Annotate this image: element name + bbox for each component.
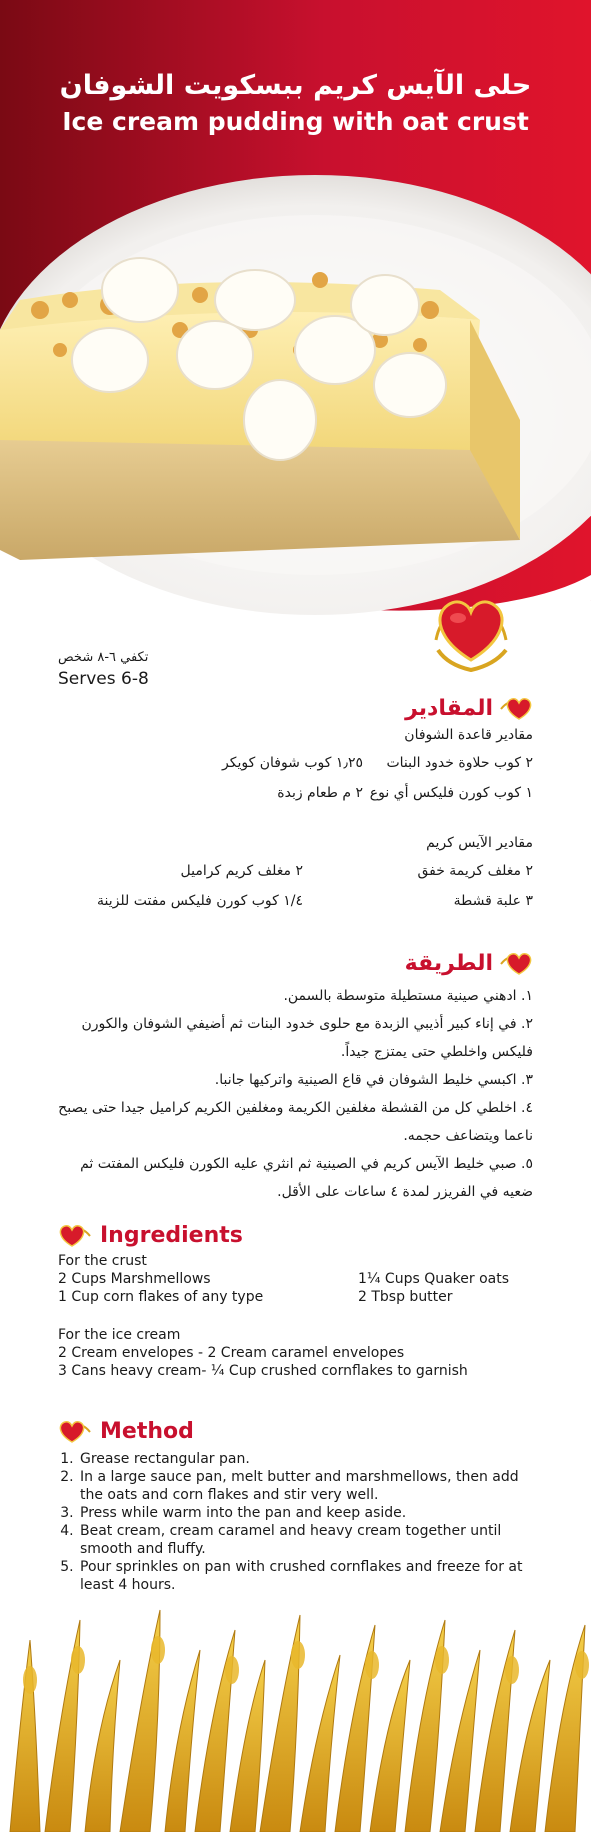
title-arabic: حلى الآيس كريم ببسكويت الشوفان <box>59 70 532 101</box>
english-crust-list <box>58 1270 538 1306</box>
list-item: ٢. في إناء كبير أذيبي الزبدة مع حلوى خدود البنات ثم أضيفي الشوفان والكورن فليكس واخلطي حتى يمتزج جيداً. <box>81 1016 533 1060</box>
list-item: 3 Cans heavy cream- ¼ Cup crushed cornflakes to garnish <box>58 1363 468 1379</box>
arabic-method-section <box>49 950 533 1206</box>
list-item: 2. In a large sauce pan, melt butter and marshmellows, then add the oats and corn flakes and stir very well. <box>78 1468 538 1504</box>
english-ingredients-heading <box>58 1222 538 1248</box>
english-method-label: Method <box>100 1418 194 1444</box>
arabic-crust-list <box>49 755 533 801</box>
arabic-crust-heading: مقادير قاعدة الشوفان <box>404 727 533 743</box>
list-item: 5. Pour sprinkles on pan with crushed cornflakes and freeze for at least 4 hours. <box>78 1558 538 1594</box>
heart-icon <box>58 1418 92 1444</box>
arabic-icecream-heading: مقادير الآيس كريم <box>426 835 533 851</box>
list-item: 1¼ Cups Quaker oats <box>358 1271 510 1287</box>
title-block <box>0 70 591 136</box>
list-item: 1. Grease rectangular pan. <box>78 1450 538 1468</box>
list-item: 1 Cup corn flakes of any type <box>58 1289 264 1305</box>
list-item: ١٫٢٥ كوب شوفان كويكر <box>222 755 363 771</box>
list-item: ٢ مغلف كريمة خفق <box>417 863 533 879</box>
arabic-method-label: الطريقة <box>404 950 493 976</box>
wheat-field <box>0 1600 591 1832</box>
arabic-method-heading <box>49 950 533 976</box>
arabic-icecream-list <box>49 863 533 909</box>
arabic-ingredients-label: المقادير <box>405 695 493 721</box>
list-item: ٣ علبة قشطة <box>453 893 533 909</box>
english-icecream-heading: For the ice cream <box>58 1327 181 1343</box>
arabic-ingredients-section <box>49 695 533 909</box>
english-ingredients-label: Ingredients <box>100 1222 243 1248</box>
list-item: ١. ادهني صينية مستطيلة متوسطة بالسمن. <box>283 988 533 1004</box>
wheat-heart-badge <box>428 590 514 672</box>
english-ingredients-section <box>58 1222 538 1380</box>
heart-icon <box>499 695 533 721</box>
list-item: 4. Beat cream, cream caramel and heavy cream together until smooth and fluffy. <box>78 1522 538 1558</box>
list-item: ١/٤ كوب كورن فليكس مفتت للزينة <box>97 893 303 909</box>
list-item: ٢ كوب حلاوة خدود البنات <box>386 755 533 771</box>
list-item: ٣. اكبسي خليط الشوفان في قاع الصينية واتركيها جانبا. <box>214 1072 533 1088</box>
serves-block <box>58 650 149 689</box>
list-item: ٢ م طعام زبدة <box>277 785 363 801</box>
list-item: ٤. اخلطي كل من القشطة مغلفين الكريمة ومغلفين الكريم كراميل جيدا حتى يصبح ناعما ويتضاعف حجمه. <box>58 1100 533 1144</box>
heart-icon <box>58 1222 92 1248</box>
wheat-illustration <box>0 1600 591 1832</box>
list-item: ١ كوب كورن فليكس أي نوع <box>369 785 533 801</box>
english-method-heading <box>58 1418 538 1444</box>
list-item: 2 Cups Marshmellows <box>58 1271 211 1287</box>
serves-arabic: تكفي ٦-٨ شخص <box>58 650 149 665</box>
list-item: ٢ مغلف كريم كراميل <box>180 863 303 879</box>
list-item: 3. Press while warm into the pan and keep aside. <box>78 1504 538 1522</box>
serves-english: Serves 6-8 <box>58 669 149 689</box>
english-method-section <box>58 1418 538 1594</box>
title-english: Ice cream pudding with oat crust <box>62 107 529 136</box>
english-steps-list <box>58 1450 538 1594</box>
list-item: 2 Cream envelopes - 2 Cream caramel envelopes <box>58 1345 405 1361</box>
arabic-steps-list <box>49 982 533 1206</box>
heart-icon <box>499 950 533 976</box>
list-item: ٥. صبي خليط الآيس كريم في الصينية ثم انثري عليه الكورن فليكس المفتت ثم ضعيه في الفريزر لمدة ٤ ساعات على الأقل. <box>80 1156 533 1200</box>
arabic-ingredients-heading <box>49 695 533 721</box>
list-item: 2 Tbsp butter <box>358 1289 453 1305</box>
english-crust-heading: For the crust <box>58 1253 147 1269</box>
